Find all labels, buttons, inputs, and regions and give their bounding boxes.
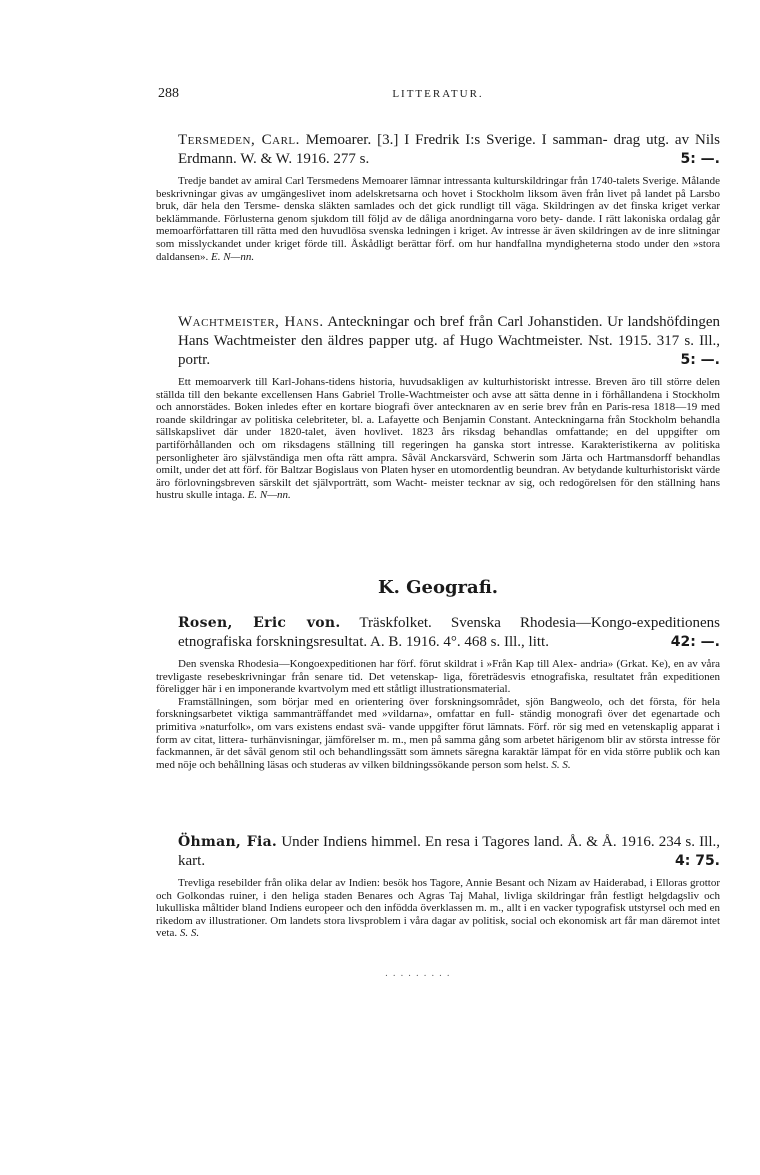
entry-review: [156, 877, 720, 940]
running-title: LITTERATUR.: [392, 88, 484, 100]
review-signature: S. S.: [179, 927, 200, 940]
entry-author: Öhman, Fia.: [178, 834, 278, 850]
entry-wachtmeister: [156, 313, 720, 502]
entry-review: [156, 175, 720, 263]
entry-rosen: [156, 614, 720, 771]
entry-bibliography: Under Indiens himmel. En resa i Tagores land. Å. & Å. 1916. 234 s. Ill., kart.: [178, 834, 720, 869]
entry-bibliography: Memoarer. [3.] I Fredrik I:s Sverige. I samman- drag utg. av Nils Erdmann. W. & W. 1916. 277 s.: [178, 132, 720, 167]
review-text: Trevliga resebilder från olika delar av Indien: besök hos Tagore, Annie Besant och Nizam av Haiderabad, i Elloras grottor och Golkondas ruiner, i den heliga staden Benares och Agras Taj Mahal, livliga skildringar från festligt helgdagsliv och lukulliska måltider bland Indiens europeer och den infödda överklassen m. m., allt i en vacker typografisk utstyrsel och med en rikedom av illustrationer. Om landets stora livsproblem i våra dagar av politisk, social och ekonomisk art får man däremot intet veta.: [156, 877, 720, 940]
review-signature: E. N—nn.: [210, 250, 255, 263]
entry-review: [156, 658, 720, 771]
section-title: K. Geografi.: [377, 577, 499, 598]
review-text: Tredje bandet av amiral Carl Tersmedens Memoarer lämnar intressanta kulturskildringar från 1740-talets Sverige. Målande beskrivningar givas av umgängeslivet inom adelskretsarna och hovet i Stockholm liksom även från livet på landet på Larsbo bruk, där hela den Tersme- denska släkten samlades och det gick rundligt till väga. Skildringen av det finska kriget verkar beklämmande. Förlusterna genom sjukdom till följd av de dåliga anordningarna voro bety- dande. I rätt lakoniska ordalag går memoarförfattaren till rätta med den huvudlösa svenska ledningen i kriget. Av intresse är även skildringen av de inre slitningar som misslyckandet under kriget förde till. Åskådligt berättar förf. om hur handfallna myndigheterna stodo under den »stora daldansen».: [156, 175, 720, 263]
entry-author: Rosen, Eric von.: [178, 615, 341, 631]
entry-author: Tersmeden, Carl.: [178, 132, 300, 148]
review-text: Ett memoarverk till Karl-Johans-tidens historia, huvudsakligen av kulturhistoriskt intresse. Breven äro till större delen ställda till den bekante excellensen Hans Gabriel Trolle-Wachtmeister och avse att sätta denne in i förhållandena i Stockholm och annorstädes. Boken inledes efter en kortare biografi över antecknaren av en serie brev från en Paris-resa 1818—19 med roande skildringar av politiska celebriteter, bl. a. Lafayette och Benjamin Constant. Anteckningarna från Stockholm behandla sällskapslivet där under 1820-talet, även hovlivet. 1823 års riksdag behandlas omfattande; en del uppgifter om partiförhållanden och om riksdagens ställning till regeringen ha ganska stort intresse. Karakteristikerna av politiska personligheter äro självständiga men ofta rätt amprа. Såväl Anckarsvärd, Schwerin som Järta och Hartmansdorff behandlas omilt, under det att förf. för Baltzar Bogislaus von Platen hyser en utomordentlig beundran. Av betydande kulturhistoriskt värde äro förlovningsbreven särskilt det självporträtt, som Wacht- meister tecknar av sig, och redogörelsen för den ställning hans hustru skulle intaga.: [156, 376, 720, 502]
page-number: 288: [158, 86, 179, 101]
running-header: [158, 86, 718, 108]
review-signature: S. S.: [551, 758, 571, 771]
entry-bibliography: Träskfolket. Svenska Rhodesia—Kongo-expeditionens etnografiska forskningsresultat. A. B. 1916. 4°. 468 s. Ill., litt.: [178, 615, 721, 650]
review-signature: E. N—nn.: [247, 489, 291, 502]
review-paragraph: Den svenska Rhodesia—Kongoexpeditionen har förf. förut skildrat i »Från Kap till Alex- andria» (Grkat. Ke), en av våra trevligaste resebeskrivningar från senare tid. Det vetenskap- liga, företrädesvis etnografiska, resultatet från expeditionen föreligger här i en imponerande kvartvolym med ett ståtligt illustrationsmaterial.: [156, 658, 720, 696]
entry-price: 4: 75.: [674, 853, 720, 869]
entry-tersmeden: [156, 131, 720, 263]
entry-bibliography: Anteckningar och bref från Carl Johanstiden. Ur landshöfdingen Hans Wachtmeister den äldres papper utg. af Hugo Wachtmeister. Nst. 1915. 317 s. Ill., portr.: [178, 314, 720, 368]
entry-author: Wachtmeister, Hans.: [178, 314, 324, 330]
entry-price: 42: —.: [670, 634, 720, 650]
entry-price: 5: —.: [680, 352, 720, 368]
end-dots: . . . . . . . . .: [385, 969, 451, 979]
entry-ohman: [156, 833, 720, 940]
entry-price: 5: —.: [680, 151, 720, 167]
review-text: Framställningen, som börjar med en orientering över forskningsområdet, sjön Bangweolo, och det första, för hela forskningsarbetet viktiga sammanträffandet med »vildarna», omfattar en full- ständig monografi över det egenartade och primitiva »naturfolk», om vars existens endast svä- vande uppgifter förut lämnats. Förf. rör sig med en vetenskaplig apparat i form av citat, littera- turhänvisningar, jämförelser m. m., men på samma gång som arbetet härigenom blir av största intresse för fackmannen, är det såväl genom stil och behandlingssätt som ämnets säregna karaktär lämpat för en vida större publik och kan med nöje och behållning läsas och studeras av vilken bildningssökande person som helst.: [156, 695, 720, 771]
entry-review: [156, 376, 720, 502]
